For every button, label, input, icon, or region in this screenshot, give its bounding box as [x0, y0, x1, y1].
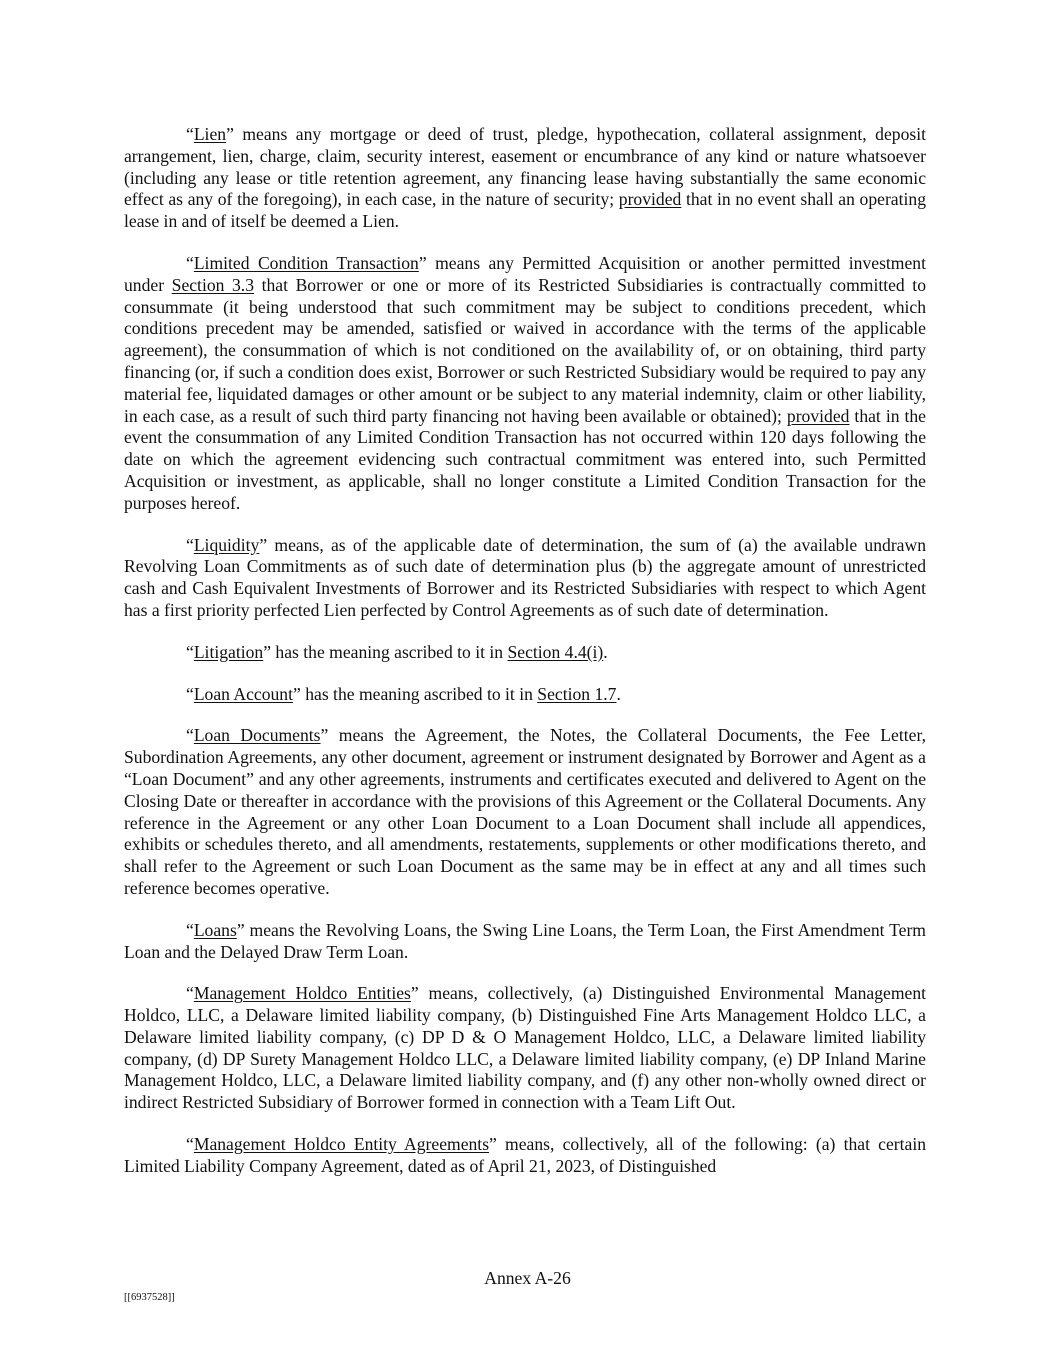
document-body: [124, 124, 926, 1198]
defined-term: Loan Documents: [193, 725, 321, 746]
definition-liquidity: “Liquidity” means, as of the applicable date of determination, the sum of (a) the available undrawn Revolving Loan Commitments as of such date of determination plus (b) the aggregate amount of unrestricted cash and Cash Equivalent Investments of Borrower and its Restricted Subsidiaries with respect to which Agent has a first priority perfected Lien perfected by Control Agreements as of such date of determination.: [124, 534, 926, 620]
defined-term: Management Holdco Entities: [193, 983, 411, 1004]
section-reference: Section 4.4(i): [507, 641, 604, 662]
definition-loan-account: “Loan Account” has the meaning ascribed to it in Section 1.7.: [186, 683, 621, 704]
defined-term: Loan Account: [193, 683, 293, 704]
definition-lien: “Lien” means any mortgage or deed of trust, pledge, hypothecation, collateral assignment, deposit arrangement, lien, charge, claim, security interest, easement or encumbrance of any kind or nature whatsoever (including any lease or title retention agreement, any financing lease having substantially the same economic effect as any of the foregoing), in each case, in the nature of security; provided that in no event shall an operating lease in and of itself be deemed a Lien.: [124, 124, 926, 232]
section-reference: Section 3.3: [171, 274, 255, 295]
defined-term: Litigation: [193, 641, 264, 662]
defined-term: Management Holdco Entity Agreements: [193, 1134, 490, 1155]
definition-litigation: “Litigation” has the meaning ascribed to it in Section 4.4(i).: [186, 641, 608, 662]
defined-term: Limited Condition Transaction: [193, 252, 419, 273]
defined-term: Loans: [193, 919, 237, 940]
defined-term: Liquidity: [193, 534, 260, 555]
definition-loan-documents: “Loan Documents” means the Agreement, the Notes, the Collateral Documents, the Fee Letter, Subordination Agreements, any other document, agreement or instrument designated by Borrower and Agent as a “Loan Document” and any other agreements, instruments and certificates executed and delivered to Agent on the Closing Date or thereafter in accordance with the provisions of this Agreement or the Collateral Documents. Any reference in the Agreement or any other Loan Document to a Loan Document shall include all appendices, exhibits or schedules thereto, and all amendments, restatements, supplements or other modifications thereto, and shall refer to the Agreement or such Loan Document as the same may be in effect at any and all times such reference becomes operative.: [124, 725, 926, 898]
definition-management-holdco-entities: “Management Holdco Entities” means, collectively, (a) Distinguished Environmental Management Holdco, LLC, a Delaware limited liability company, (b) Distinguished Fine Arts Management Holdco LLC, a Delaware limited liability company, (c) DP D & O Management Holdco, LLC, a Delaware limited liability company, (d) DP Surety Management Holdco LLC, a Delaware limited liability company, (e) DP Inland Marine Management Holdco, LLC, a Delaware limited liability company, and (f) any other non-wholly owned direct or indirect Restricted Subsidiary of Borrower formed in connection with a Team Lift Out.: [124, 983, 927, 1113]
definition-management-holdco-entity-agreements: “Management Holdco Entity Agreements” means, collectively, all of the following: (a) that certain Limited Liability Company Agreement, dated as of April 21, 2023, of Distinguished: [124, 1134, 926, 1176]
proviso: provided: [786, 405, 850, 426]
document-id: [[6937528]]: [124, 1292, 175, 1303]
defined-term: Lien: [193, 124, 227, 144]
page-number: Annex A-26: [484, 1268, 571, 1288]
definition-limited-condition-transaction: “Limited Condition Transaction” means any Permitted Acquisition or another permitted investment under Section 3.3 that Borrower or one or more of its Restricted Subsidiaries is contractually committed to consummate (it being understood that such commitment may be subject to conditions precedent, which conditions precedent may be amended, satisfied or waived in accordance with the terms of the applicable agreement), the consummation of which is not conditioned on the availability of, or on obtaining, third party financing (or, if such a condition does exist, Borrower or such Restricted Subsidiary would be required to pay any material fee, liquidated damages or other amount or be subject to any material indemnity, claim or other liability, in each case, as a result of such third party financing not having been available or obtained); provided that in the event the consummation of any Limited Condition Transaction has not occurred within 120 days following the date on which the agreement evidencing such contractual commitment was entered into, such Permitted Acquisition or investment, as applicable, shall no longer constitute a Limited Condition Transaction for the purposes hereof.: [124, 252, 926, 513]
definition-loans: “Loans” means the Revolving Loans, the Swing Line Loans, the Term Loan, the First Amendment Term Loan and the Delayed Draw Term Loan.: [124, 919, 926, 962]
proviso: provided: [618, 189, 682, 210]
section-reference: Section 1.7: [537, 683, 617, 704]
